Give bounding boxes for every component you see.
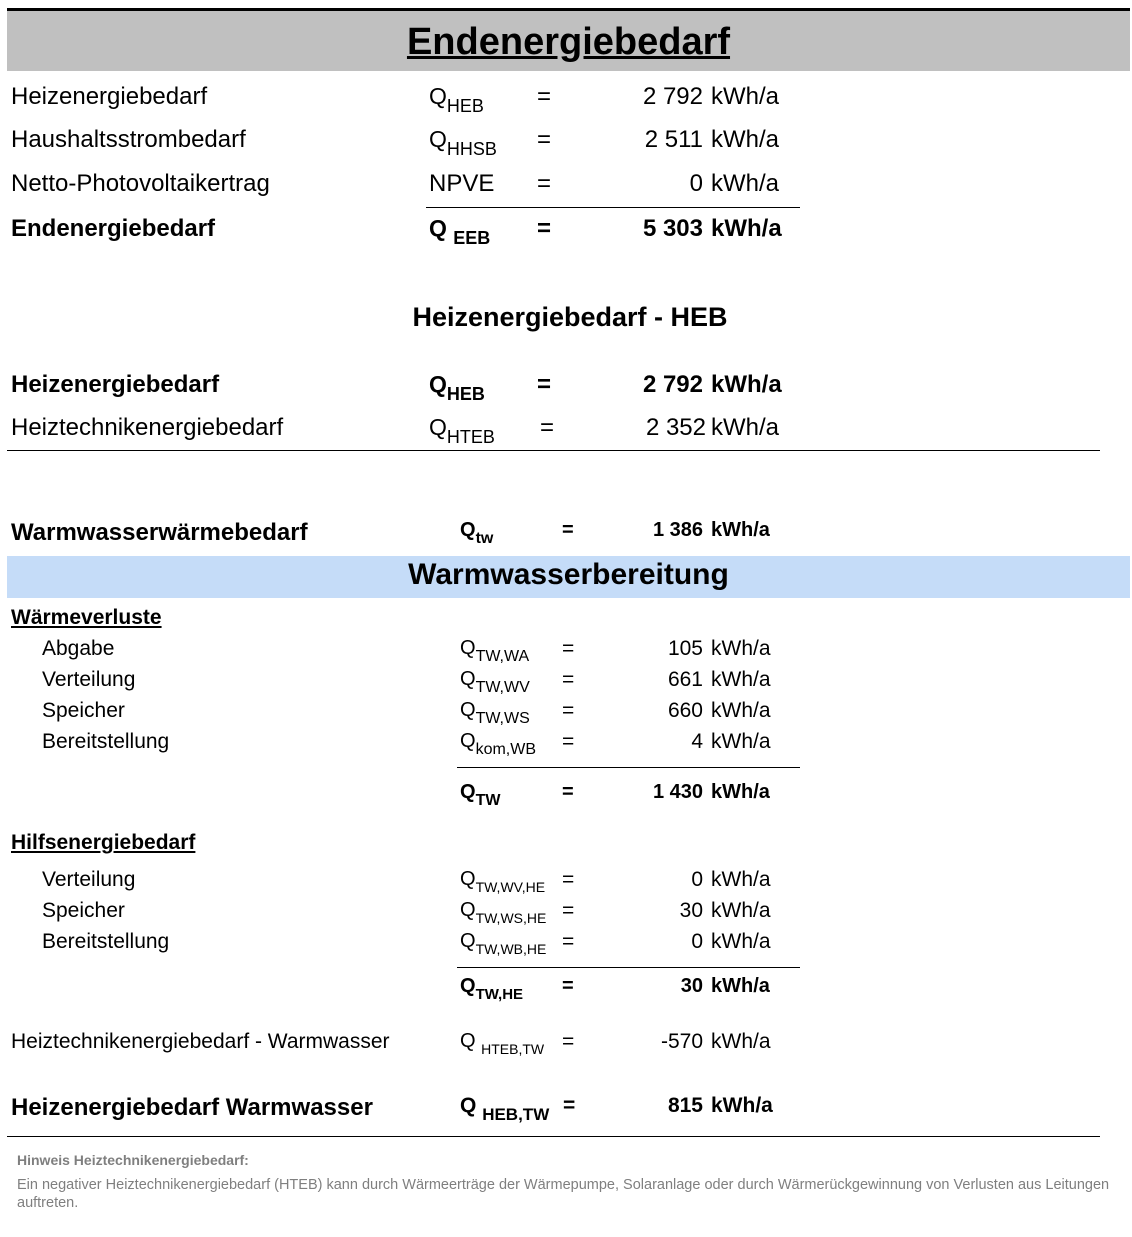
summary-unit-photovoltaik: kWh/a <box>711 170 780 197</box>
hilfs-heading: Hilfsenergiebedarf <box>11 831 196 854</box>
hilfs-label-verteilung: Verteilung <box>42 868 136 891</box>
summary-eq-haushaltsstrom: = <box>537 126 552 153</box>
verluste-total-symbol: $Q_{TW}$ <box>460 781 501 809</box>
hilfs-total-value: 30 <box>680 975 703 997</box>
heb-ww-unit: kWh/a <box>711 1094 773 1117</box>
summary-total-unit: kWh/a <box>711 215 782 242</box>
summary-unit-heizenergie: kWh/a <box>711 83 780 110</box>
verluste-symbol-verteilung: $Q_{TW,WV}$ <box>460 668 530 696</box>
hilfs-total-eq: = <box>562 975 574 997</box>
summary-label-photovoltaik: Netto-Photovoltaikertrag <box>11 170 270 197</box>
hilfs-symbol-speicher: $Q_{TW,WS,HE}$ <box>460 899 547 926</box>
summary-eq-photovoltaik: = <box>537 170 552 197</box>
note-title: Hinweis Heiztechnikenergiebedarf: <box>17 1152 249 1168</box>
verluste-eq-bereitstellung: = <box>562 730 575 753</box>
ww-waerme-value: 1 386 <box>652 519 703 541</box>
verluste-unit-abgabe: kWh/a <box>711 637 771 660</box>
page-title: Endenergiebedarf <box>406 21 731 63</box>
heb-label-heizenergie: Heizenergiebedarf <box>11 371 220 398</box>
hilfs-label-speicher: Speicher <box>42 899 125 922</box>
hilfs-eq-speicher: = <box>562 899 575 922</box>
summary-eq-heizenergie: = <box>537 83 552 110</box>
heb-value-heiztechnik: 2 352 <box>645 414 706 441</box>
hilfs-value-bereitstellung: 0 <box>691 930 703 953</box>
summary-total-value: 5 303 <box>642 215 703 242</box>
ww-waerme-unit: kWh/a <box>711 519 770 541</box>
summary-total-label: Endenergiebedarf <box>11 215 216 242</box>
verluste-eq-verteilung: = <box>562 668 575 691</box>
divider-hilfs <box>457 967 800 968</box>
ww-waerme-eq: = <box>562 519 574 541</box>
divider-verluste <box>457 767 800 768</box>
verluste-symbol-speicher: $Q_{TW,WS}$ <box>460 699 530 727</box>
hilfs-total-unit: kWh/a <box>711 975 770 997</box>
title-bar <box>7 8 1130 71</box>
summary-label-haushaltsstrom: Haushaltsstrombedarf <box>11 126 246 153</box>
verluste-unit-verteilung: kWh/a <box>711 668 771 691</box>
summary-label-heizenergie: Heizenergiebedarf <box>11 83 208 110</box>
hteb-ww-label: Heiztechnikenergiebedarf - Warmwasser <box>11 1030 390 1053</box>
verluste-symbol-bereitstellung: $Q_{kom,WB}$ <box>460 730 537 758</box>
verluste-symbol-abgabe: $Q_{TW,WA}$ <box>460 637 530 665</box>
hilfs-label-bereitstellung: Bereitstellung <box>42 930 170 953</box>
verluste-eq-abgabe: = <box>562 637 575 660</box>
heb-eq-heiztechnik: = <box>540 414 555 441</box>
hteb-ww-unit: kWh/a <box>711 1030 771 1053</box>
section-bar-warmwasser <box>7 556 1130 598</box>
divider-heb <box>7 450 1100 451</box>
verluste-label-bereitstellung: Bereitstellung <box>42 730 170 753</box>
ww-waerme-symbol: $Q_{tw}$ <box>460 519 494 547</box>
note-text: Ein negativer Heiztechnikenergiebedarf (HTEB) kann durch Wärmeerträge der Wärmepumpe, Solaranlage oder durch Wärmerückgewinnung von Verlusten aus Leitungen auftreten. <box>17 1177 1110 1211</box>
hilfs-unit-speicher: kWh/a <box>711 899 771 922</box>
heb-value-heizenergie: 2 792 <box>642 371 703 398</box>
heb-heading: Heizenergiebedarf - HEB <box>412 302 728 332</box>
verluste-total-eq: = <box>562 781 574 803</box>
summary-unit-haushaltsstrom: kWh/a <box>711 126 780 153</box>
hilfs-eq-verteilung: = <box>562 868 575 891</box>
hilfs-symbol-bereitstellung: $Q_{TW,WB,HE}$ <box>460 930 547 957</box>
verluste-value-speicher: 660 <box>667 699 703 722</box>
heb-ww-label: Heizenergiebedarf Warmwasser <box>11 1094 373 1121</box>
hteb-ww-value: -570 <box>660 1030 703 1053</box>
heb-unit-heiztechnik: kWh/a <box>711 414 780 441</box>
divider-bottom <box>7 1136 1100 1137</box>
hilfs-total-symbol: $Q_{TW,HE}$ <box>460 975 524 1003</box>
heb-unit-heizenergie: kWh/a <box>711 371 782 398</box>
heb-symbol-heizenergie: $Q_{HEB}$ <box>429 371 485 404</box>
heb-eq-heizenergie: = <box>537 371 552 398</box>
heb-ww-value: 815 <box>667 1094 703 1117</box>
hilfs-unit-verteilung: kWh/a <box>711 868 771 891</box>
ww-heading: Warmwasserbereitung <box>408 558 729 591</box>
hteb-ww-symbol: Q $_{HTEB,TW}$ <box>460 1030 545 1057</box>
summary-symbol-heizenergie: $Q_{HEB}$ <box>429 83 484 116</box>
verluste-total-unit: kWh/a <box>711 781 770 803</box>
ww-waerme-label: Warmwasserwärmebedarf <box>11 519 308 546</box>
hteb-ww-eq: = <box>562 1030 575 1053</box>
heb-symbol-heiztechnik: $Q_{HTEB}$ <box>429 414 495 447</box>
divider-summary <box>426 207 800 208</box>
hilfs-unit-bereitstellung: kWh/a <box>711 930 771 953</box>
summary-value-haushaltsstrom: 2 511 <box>644 126 703 153</box>
verluste-label-verteilung: Verteilung <box>42 668 136 691</box>
verluste-value-verteilung: 661 <box>667 668 703 691</box>
summary-total-eq: = <box>537 215 552 242</box>
verluste-label-abgabe: Abgabe <box>42 637 115 660</box>
heb-label-heiztechnik: Heiztechnikenergiebedarf <box>11 414 284 441</box>
verluste-eq-speicher: = <box>562 699 575 722</box>
hilfs-symbol-verteilung: $Q_{TW,WV,HE}$ <box>460 868 546 895</box>
verluste-unit-speicher: kWh/a <box>711 699 771 722</box>
verluste-heading: Wärmeverluste <box>11 606 162 629</box>
verluste-value-bereitstellung: 4 <box>691 730 703 753</box>
heb-ww-symbol: Q $_{HEB,TW}$ <box>460 1094 550 1124</box>
hilfs-value-verteilung: 0 <box>691 868 703 891</box>
summary-total-symbol: Q $_{EEB}$ <box>429 215 491 248</box>
summary-value-heizenergie: 2 792 <box>642 83 703 110</box>
hilfs-eq-bereitstellung: = <box>562 930 575 953</box>
verluste-total-value: 1 430 <box>652 781 703 803</box>
heb-ww-eq: = <box>563 1094 576 1117</box>
verluste-label-speicher: Speicher <box>42 699 125 722</box>
summary-symbol-photovoltaik: NPVE <box>429 170 495 197</box>
verluste-value-abgabe: 105 <box>667 637 703 660</box>
verluste-unit-bereitstellung: kWh/a <box>711 730 771 753</box>
summary-symbol-haushaltsstrom: $Q_{HHSB}$ <box>429 126 497 159</box>
hilfs-value-speicher: 30 <box>679 899 703 922</box>
summary-value-photovoltaik: 0 <box>689 170 703 197</box>
